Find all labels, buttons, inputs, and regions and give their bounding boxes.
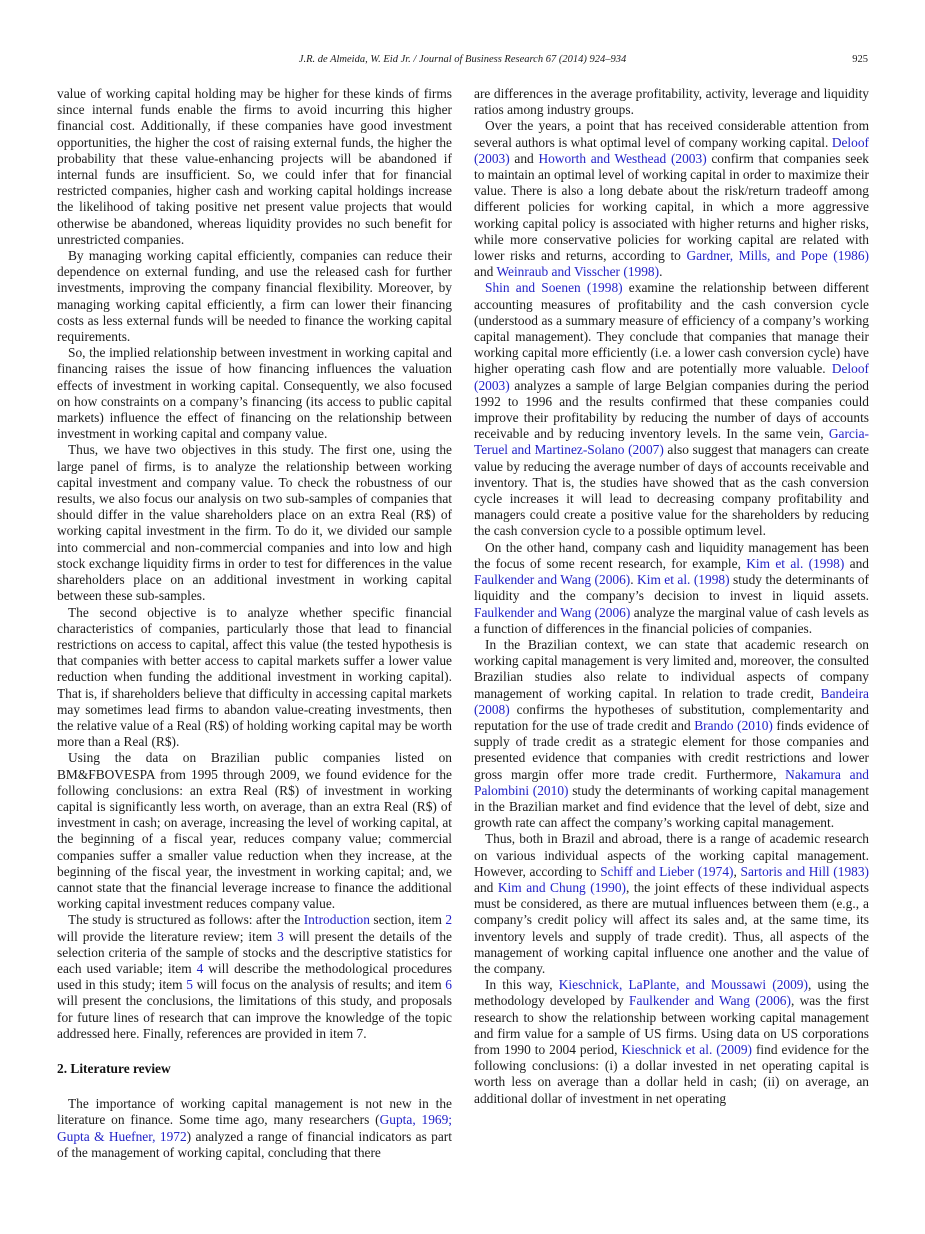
citation-link[interactable]: Howorth and Westhead (2003) (538, 150, 707, 166)
citation-link[interactable]: Weinraub and Visscher (1998) (496, 264, 660, 280)
paragraph: Using the data on Brazilian public companies listed on BM&FBOVESPA from 1995 through 2009, we found evidence for the following conclusions: an extra Real (R$) of investment in working capital is significantly less worth, on average, than an extra Real (R$) of investment in cash; on average, increasing the level of working capital, at the beginning of a fiscal year, reduces company value; commercial companies suffer a smaller value reduction when they increase, at the beginning of the fiscal year, the investment in working capital; and, we cannot state that the financial leverage increase to finance the additional working capital investment reduces company value. (57, 750, 452, 912)
citation-link[interactable]: Deloof (2003) (474, 361, 869, 393)
paragraph: By managing working capital efficiently, companies can reduce their dependence on external funding, and use the released cash for further investments, improving the company financial flexibility. Moreover, by managing working capital efficiently, a firm can lower their financing costs as less external funds will be needed to finance the working capital requirements. (57, 248, 452, 345)
citation-link[interactable]: Garcia-Teruel and Martinez-Solano (2007) (474, 426, 869, 458)
citation-link[interactable]: Kim et al. (1998) (746, 555, 845, 571)
paragraph: value of working capital holding may be higher for these kinds of firms since internal funds enable the firms to avoid incurring this higher financial cost. Additionally, if these companies have good investment opportunities, the higher the cost of raising external funds, the higher the probability that these value-enhancing projects will be abandoned if internal funds are insufficient. So, we could infer that for financial restricted companies, higher cash and working capital holdings increase the likelihood of taking positive net present value projects that would otherwise be abandoned, whereas liquidity provides no such benefit for unrestricted companies. (57, 86, 452, 247)
citation-link[interactable]: Kieschnick, LaPlante, and Moussawi (2009) (558, 977, 808, 993)
citation-link[interactable]: Gupta, 1969; (379, 1112, 453, 1128)
page-number: 925 (852, 54, 868, 65)
paragraph: Shin and Soenen (1998) examine the relationship between different accounting measures of profitability and the cash conversion cycle (understood as a summary measure of efficiency of a company’s working capital management). They conclude that companies that manage their working capital more efficiently (i.e. a lower cash conversion cycle) have higher operating cash flow and are potentially more valuable. Deloof (2003) analyzes a sample of large Belgian companies during the period 1992 to 1996 and the results confirmed that these companies could improve their profitability by reducing the number of days of accounts receivable and by reducing inventory levels. In the same vein, Garcia-Teruel and Martinez-Solano (2007) also suggest that managers can create value by reducing the average number of days of accounts receivable and inventory. That is, the studies have showed that as the cash conversion cycle increases it will lead to decreasing company profitability and managers could create a positive value for the shareholders by reducing the cash conversion cycle to a possible optimum level. (474, 280, 869, 539)
paragraph: In this way, Kieschnick, LaPlante, and Moussawi (2009), using the methodology developed by Faulkender and Wang (2006), was the first research to show the relationship between working capital management and firm value for a sample of US firms. Using data on US corporations from 1990 to 2004 period, Kieschnick et al. (2009) find evidence for the following conclusions: (i) a dollar invested in net operating capital is worth less on average than a dollar held in cash; (ii) on average, an additional dollar of investment in net operating (474, 977, 870, 1106)
left-column (57, 86, 452, 1161)
paragraph: are differences in the average profitability, activity, leverage and liquidity ratios among industry groups. (474, 86, 869, 118)
citation-link[interactable]: Nakamura and Palombini (2010) (474, 766, 869, 798)
citation-link[interactable]: 4 (196, 960, 204, 976)
citation-link[interactable]: Brando (2010) (694, 717, 773, 733)
paragraph: Thus, we have two objectives in this study. The first one, using the large panel of firms, is to analyze the relationship between working capital investment and company value. To check the robustness of our results, we also focus our analysis on two sub-samples of companies that should differ in the value shareholders place on an extra Real (R$) of working capital investment in the firm. To do it, we divided our sample into commercial and non-commercial companies and into low and high stock exchange liquidity firms in order to test for differences in the value shareholders place on an additional investment in working capital between these sub-samples. (57, 442, 452, 604)
citation-link[interactable]: Kim et al. (1998) (637, 572, 730, 588)
citation-link[interactable]: Kim and Chung (1990) (497, 879, 626, 895)
citation-link[interactable]: Introduction (303, 912, 370, 928)
right-column (474, 86, 869, 1161)
citation-link[interactable]: Faulkender and Wang (2006) (629, 993, 791, 1009)
paragraph: The study is structured as follows: after the Introduction section, item 2 will provide the literature review; item 3 will present the details of the selection criteria of the sample of stocks and the descriptive statistics for each used variable; item 4 will describe the methodological procedures used in this study; item 5 will focus on the analysis of results; and item 6 will present the conclusions, the limitations of this study, and proposals for future lines of research that can improve the knowledge of the topic addressed here. Finally, references are provided in item 7. (57, 912, 453, 1041)
citation-link[interactable]: Kieschnick et al. (2009) (621, 1041, 752, 1057)
paragraph: Thus, both in Brazil and abroad, there is a range of academic research on various individual aspects of the working capital management. However, according to Schiff and Lieber (1974), Sartoris and Hill (1983) and Kim and Chung (1990), the joint effects of these individual aspects must be considered, as there are mutual influences between them (e.g., a company’s credit policy will affect its sales and, at the same time, its inventory levels and supply of trade credit). Thus, all aspects of the management of working capital influence one another and the value of the company. (474, 831, 869, 976)
paragraph: The second objective is to analyze whether specific financial characteristics of companies, particularly those that lead to financial restrictions on access to capital, affect this value (the tested hypothesis is that companies with better access to capital markets suffer a lower value reduction when funding the additional investment in working capital). That is, if shareholders believe that difficulty in accessing capital markets may sometimes lead firms to abandon value-creating investments, then the relative value of a Real (R$) of holding working capital may be worth more than a Real (R$). (57, 604, 452, 750)
paragraph: On the other hand, company cash and liquidity management has been the focus of some recent research, for example, Kim et al. (1998) and Faulkender and Wang (2006). Kim et al. (1998) study the determinants of liquidity and the company’s decision to invest in liquid assets. Faulkender and Wang (2006) analyze the marginal value of cash levels as a function of differences in the financial policies of companies. (474, 539, 869, 636)
paragraph: Over the years, a point that has received considerable attention from several authors is what optimal level of company working capital. Deloof (2003) and Howorth and Westhead (2003) confirm that companies seek to maintain an optimal level of working capital in order to maximize their value. There is also a long debate about the risk/return tradeoff among different policies for working capital, in which a more aggressive working capital policy is associated with higher returns and higher risks, while more conservative policies for working capital are related with lower risks and returns, according to Gardner, Mills, and Pope (1986) and Weinraub and Visscher (1998). (474, 118, 869, 280)
citation-link[interactable]: Sartoris and Hill (1983) (740, 863, 869, 879)
section-heading: 2. Literature review (57, 1060, 171, 1076)
paragraph: The importance of working capital management is not new in the literature on finance. Some time ago, many researchers (Gupta, 1969; Gupta & Huefner, 1972) analyzed a range of financial indicators as part of the management of working capital, concluding that there (57, 1096, 453, 1160)
citation-link[interactable]: 5 (186, 977, 193, 993)
page-header (57, 52, 868, 67)
citation-link[interactable]: Bandeira (2008) (474, 685, 869, 717)
paragraph: In the Brazilian context, we can state that academic research on working capital management is very limited and, moreover, the consulted Brazilian studies also relate to individual aspects of company management of working capital. In relation to trade credit, Bandeira (2008) confirms the hypotheses of substitution, complementarity and reputation for the use of trade credit and Brando (2010) finds evidence of supply of trade credit as a strategic element for those companies and presented evidence that companies with credit restrictions and lower gross margin offer more trade credit. Furthermore, Nakamura and Palombini (2010) study the determinants of working capital management in the Brazilian market and find evidence that the level of debt, size and growth rate can affect the company’s working capital management. (474, 636, 870, 831)
citation-link[interactable]: Deloof (2003) (474, 134, 869, 166)
citation-link[interactable]: Gupta & Huefner, 1972 (57, 1128, 187, 1144)
citation-link[interactable]: Faulkender and Wang (2006) (474, 604, 631, 620)
citation-link[interactable]: 2 (445, 912, 453, 928)
citation-link[interactable]: Gardner, Mills, and Pope (1986) (686, 248, 869, 264)
citation-link[interactable]: 6 (445, 977, 452, 993)
content-columns (57, 86, 869, 1161)
paragraph: So, the implied relationship between investment in working capital and financing raises the issue of how financing influences the valuation effects of investment in working capital. Consequently, we also focused on how constraints on a company’s financing (its access to public capital markets) influence the effect of financing on the relationship between investment in working capital and company value. (57, 345, 452, 442)
citation-link[interactable]: 3 (277, 928, 284, 944)
citation-link[interactable]: Faulkender and Wang (2006) (474, 572, 631, 588)
citation-link[interactable]: Schiff and Lieber (1974) (600, 863, 734, 879)
journal-citation: J.R. de Almeida, W. Eid Jr. / Journal of Business Research 67 (2014) 924–934 (298, 54, 627, 65)
citation-link[interactable]: Shin and Soenen (1998) (485, 280, 623, 296)
